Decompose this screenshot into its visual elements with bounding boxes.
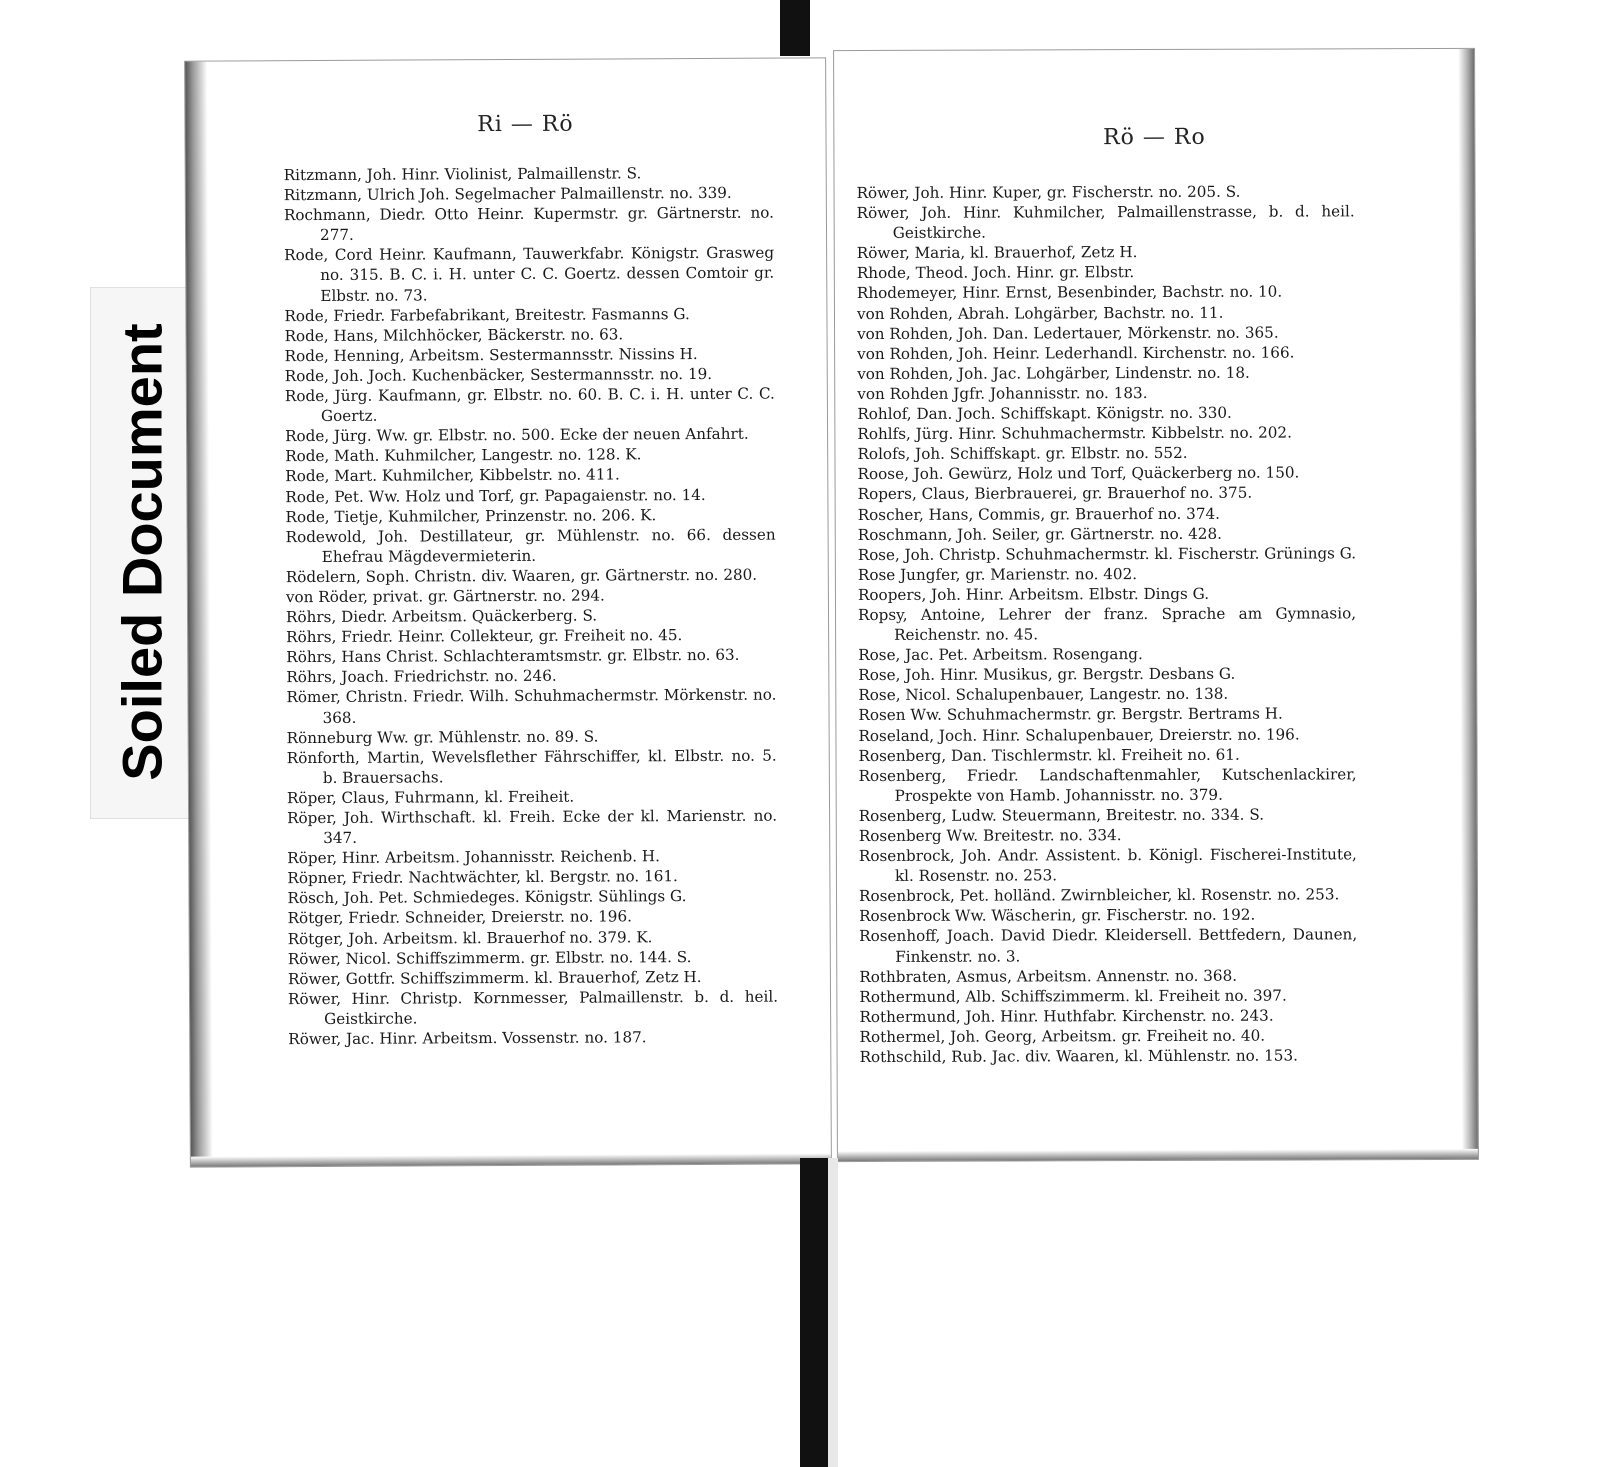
directory-entry: Rolofs, Joh. Schiffskapt. gr. Elbstr. no. 552.: [857, 444, 1188, 464]
directory-entry: Rode, Joh. Joch. Kuchenbäcker, Sestermannsstr. no. 19.: [284, 364, 713, 386]
directory-entry: Röwer, Joh. Hinr. Kuhmilcher, Palmaillenstrasse, b. d. heil. Geistkirche.: [856, 202, 1355, 243]
directory-entry: von Rohden, Abrah. Lohgärber, Bachstr. no. 11.: [856, 303, 1224, 323]
directory-entry: Ritzmann, Ulrich Joh. Segelmacher Palmaillenstr. no. 339.: [283, 183, 732, 205]
directory-entry: Rose, Nicol. Schalupenbauer, Langestr. no. 138.: [858, 685, 1229, 705]
directory-entry: Rothermund, Joh. Hinr. Huthfabr. Kirchenstr. no. 243.: [859, 1006, 1274, 1026]
directory-entry: Röhrs, Friedr. Heinr. Collekteur, gr. Freiheit no. 45.: [286, 626, 683, 647]
directory-entry: Rödelern, Soph. Christn. div. Waaren, gr. Gärtnerstr. no. 280.: [285, 565, 758, 587]
directory-entry: Rosenbrock, Joh. Andr. Assistent. b. Königl. Fischerei-Institute, kl. Rosenstr. no. 253.: [858, 845, 1357, 886]
directory-entry: Röwer, Hinr. Christp. Kornmesser, Palmaillenstr. b. d. heil. Geistkirche.: [287, 987, 779, 1028]
left-page-gutter-shadow: [185, 62, 213, 1167]
directory-entry: Röwer, Jac. Hinr. Arbeitsm. Vossenstr. no. 187.: [288, 1028, 647, 1049]
directory-entry: Rosenberg, Dan. Tischlermstr. kl. Freiheit no. 61.: [858, 745, 1240, 765]
directory-entry: Rodewold, Joh. Destillateur, gr. Mühlenstr. no. 66. dessen Ehefrau Mägdevermieterin.: [285, 525, 776, 566]
soiled-document-label: Soiled Document: [110, 323, 174, 781]
directory-entry: Rode, Math. Kuhmilcher, Langestr. no. 128. K.: [285, 445, 642, 466]
right-page: [834, 49, 1478, 1161]
directory-entry: Roopers, Joh. Hinr. Arbeitsm. Elbstr. Dings G.: [857, 584, 1210, 604]
directory-entry: Röper, Claus, Fuhrmann, kl. Freiheit.: [286, 787, 575, 808]
directory-entry: Rötger, Joh. Arbeitsm. kl. Brauerhof no. 379. K.: [287, 927, 653, 948]
right-page-bottom-edge: [838, 1149, 1478, 1161]
directory-entry: Rode, Jürg. Ww. gr. Elbstr. no. 500. Ecke der neuen Anfahrt.: [285, 424, 749, 446]
directory-entry: Rode, Mart. Kuhmilcher, Kibbelstr. no. 411.: [285, 465, 620, 486]
directory-entry: von Rohden, Joh. Jac. Lohgärber, Lindenstr. no. 18.: [857, 363, 1250, 383]
directory-entry: Röwer, Nicol. Schiffszimmerm. gr. Elbstr. no. 144. S.: [287, 947, 692, 968]
directory-entry: Rode, Henning, Arbeitsm. Sestermannsstr. Nissins H.: [284, 344, 698, 366]
directory-entry: Rhodemeyer, Hinr. Ernst, Besenbinder, Bachstr. no. 10.: [856, 283, 1283, 303]
directory-entry: Rochmann, Diedr. Otto Heinr. Kupermstr. gr. Gärtnerstr. no. 277.: [283, 203, 774, 245]
directory-entry: Röper, Joh. Wirthschaft. kl. Freih. Ecke der kl. Marienstr. no. 347.: [287, 806, 778, 848]
directory-entry: Rose Jungfer, gr. Marienstr. no. 402.: [857, 564, 1138, 584]
directory-entry: Röhrs, Joach. Friedrichstr. no. 246.: [286, 667, 557, 687]
directory-entry: Roose, Joh. Gewürz, Holz und Torf, Quäckerberg no. 150.: [857, 463, 1300, 484]
directory-entry: Rose, Jac. Pet. Arbeitsm. Rosengang.: [858, 645, 1143, 665]
directory-entry: Rode, Jürg. Kaufmann, gr. Elbstr. no. 60. B. C. i. H. unter C. C. Goertz.: [284, 384, 775, 426]
right-page-entries: [857, 181, 1358, 1067]
directory-entry: Rothschild, Rub. Jac. div. Waaren, kl. Mühlenstr. no. 153.: [859, 1046, 1298, 1067]
directory-entry: Rose, Joh. Hinr. Musikus, gr. Bergstr. Desbans G.: [858, 664, 1236, 685]
left-page-bottom-edge: [191, 1153, 831, 1166]
directory-entry: Ropsy, Antoine, Lehrer der franz. Sprache am Gymnasio, Reichenstr. no. 45.: [858, 604, 1357, 644]
directory-entry: von Rohden, Joh. Heinr. Lederhandl. Kirchenstr. no. 166.: [857, 343, 1295, 363]
directory-entry: Rönneburg Ww. gr. Mühlenstr. no. 89. S.: [286, 727, 599, 747]
directory-entry: Rohlof, Dan. Joch. Schiffskapt. Königstr. no. 330.: [857, 403, 1232, 424]
directory-entry: von Röder, privat. gr. Gärtnerstr. no. 294.: [285, 586, 605, 607]
directory-entry: Rohlfs, Jürg. Hinr. Schuhmachermstr. Kibbelstr. no. 202.: [857, 423, 1292, 444]
directory-entry: Röhrs, Diedr. Arbeitsm. Quäckerberg. S.: [285, 606, 598, 627]
directory-entry: Rothermund, Alb. Schiffszimmerm. kl. Freiheit no. 397.: [859, 986, 1287, 1006]
right-page-edge-shadow: [1458, 49, 1478, 1159]
binding-strip-top: [780, 0, 810, 56]
directory-entry: Ritzmann, Joh. Hinr. Violinist, Palmaillenstr. S.: [283, 164, 642, 185]
directory-entry: Rosenhoff, Joach. David Diedr. Kleidersell. Bettfedern, Daunen, Finkenstr. no. 3.: [859, 925, 1358, 966]
directory-entry: Römer, Christn. Friedr. Wilh. Schuhmachermstr. Mörkenstr. no. 368.: [286, 686, 777, 727]
directory-entry: Röpner, Friedr. Nachtwächter, kl. Bergstr. no. 161.: [287, 867, 678, 888]
directory-entry: Rode, Hans, Milchhöcker, Bäckerstr. no. 63.: [284, 325, 624, 345]
directory-entry: Rhode, Theod. Joch. Hinr. gr. Elbstr.: [856, 263, 1135, 283]
directory-entry: Rosenberg, Ludw. Steuermann, Breitestr. no. 334. S.: [858, 805, 1265, 825]
left-page-header: Ri — Rö: [477, 111, 574, 138]
directory-entry: Rothbraten, Asmus, Arbeitsm. Annenstr. no. 368.: [859, 966, 1238, 986]
directory-entry: Rönforth, Martin, Wevelsflether Fährschiffer, kl. Elbstr. no. 5. b. Brauersachs.: [286, 746, 777, 787]
left-page: [185, 58, 831, 1166]
directory-entry: Rose, Joh. Christp. Schuhmachermstr. kl. Fischerstr. Grünings G.: [857, 543, 1357, 564]
directory-entry: von Rohden Jgfr. Johannisstr. no. 183.: [857, 383, 1148, 403]
directory-entry: Rode, Friedr. Farbefabrikant, Breitestr. Fasmanns G.: [284, 304, 690, 325]
directory-entry: Röwer, Gottfr. Schiffszimmerm. kl. Brauerhof, Zetz H.: [287, 967, 702, 988]
directory-entry: Roseland, Joch. Hinr. Schalupenbauer, Dreierstr. no. 196.: [858, 725, 1300, 745]
right-page-header: Rö — Ro: [1103, 124, 1206, 151]
directory-entry: Rösch, Joh. Pet. Schmiedeges. Königstr. Sühlings G.: [287, 887, 687, 908]
left-page-entries: [284, 163, 779, 1050]
directory-entry: Rötger, Friedr. Schneider, Dreierstr. no. 196.: [287, 907, 632, 928]
directory-entry: Röper, Hinr. Arbeitsm. Johannisstr. Reichenb. H.: [287, 847, 660, 868]
directory-entry: Rode, Pet. Ww. Holz und Torf, gr. Papagaienstr. no. 14.: [285, 485, 706, 506]
directory-entry: Ropers, Claus, Bierbrauerei, gr. Brauerhof no. 375.: [857, 484, 1253, 504]
directory-entry: Rothermel, Joh. Georg, Arbeitsm. gr. Freiheit no. 40.: [859, 1026, 1266, 1046]
directory-entry: Rode, Cord Heinr. Kaufmann, Tauwerkfabr. Königstr. Grasweg no. 315. B. C. i. H. unter C. C. Goertz. dessen Comtoir gr. Elbstr. no. 73.: [284, 243, 775, 305]
directory-entry: Rosenbrock Ww. Wäscherin, gr. Fischerstr. no. 192.: [859, 906, 1256, 926]
directory-entry: Rosenberg Ww. Breitestr. no. 334.: [858, 826, 1122, 846]
directory-entry: Rosenbrock, Pet. holländ. Zwirnbleicher, kl. Rosenstr. no. 253.: [858, 885, 1340, 906]
binding-strip-bottom: [800, 1158, 828, 1467]
directory-entry: Rosenberg, Friedr. Landschaftenmahler, Kutschenlackirer, Prospekte von Hamb. Johannisstr. no. 379.: [858, 765, 1357, 805]
binding-seam: [828, 1158, 838, 1467]
directory-entry: Röhrs, Hans Christ. Schlachteramtsmstr. gr. Elbstr. no. 63.: [286, 646, 740, 667]
directory-entry: Roschmann, Joh. Seiler, gr. Gärtnerstr. no. 428.: [857, 524, 1222, 544]
directory-entry: Rode, Tietje, Kuhmilcher, Prinzenstr. no. 206. K.: [285, 505, 657, 526]
directory-entry: Röwer, Joh. Hinr. Kuper, gr. Fischerstr. no. 205. S.: [856, 182, 1241, 203]
directory-entry: Röwer, Maria, kl. Brauerhof, Zetz H.: [856, 243, 1138, 263]
directory-entry: von Rohden, Joh. Dan. Ledertauer, Mörkenstr. no. 365.: [857, 323, 1279, 343]
directory-entry: Roscher, Hans, Commis, gr. Brauerhof no. 374.: [857, 504, 1220, 524]
directory-entry: Rosen Ww. Schuhmachermstr. gr. Bergstr. Bertrams H.: [858, 704, 1283, 725]
